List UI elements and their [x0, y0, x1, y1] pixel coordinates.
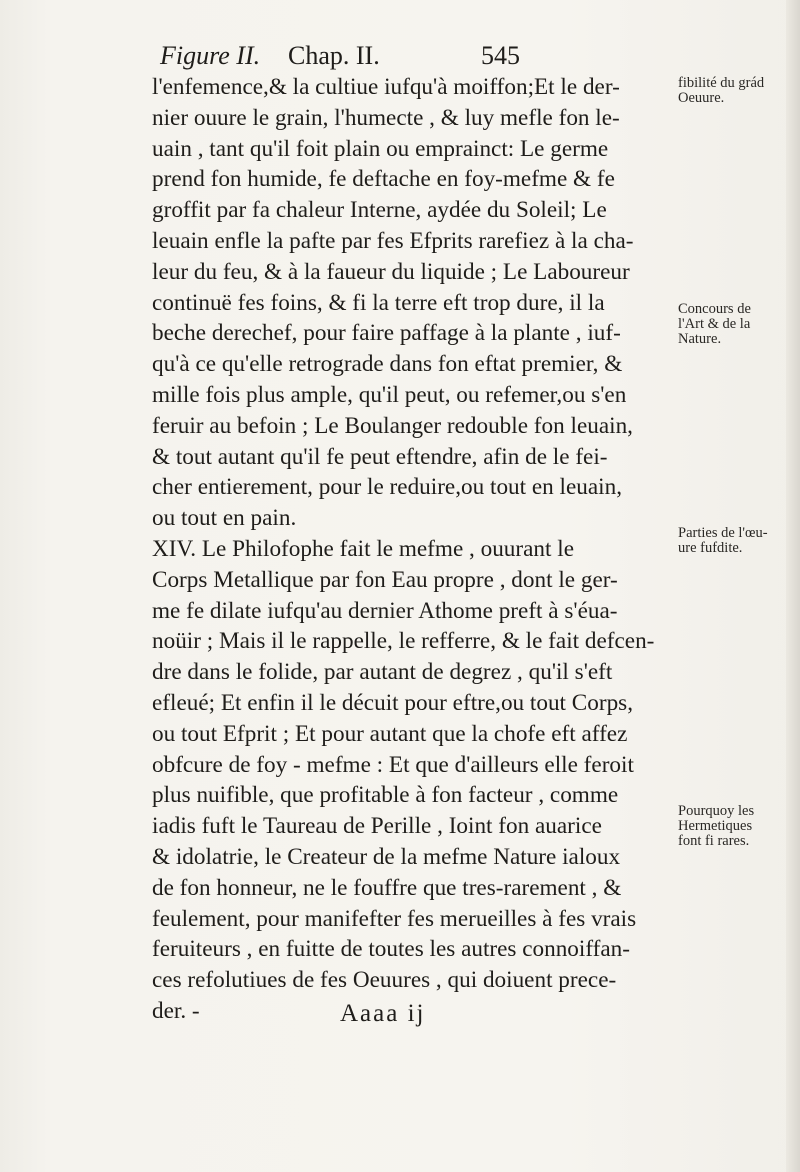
margin-note	[678, 804, 786, 849]
text-line: feruir au befoin ; Le Boulanger redouble fon leuain,	[152, 412, 633, 439]
text-line: cher entierement, pour le reduire,ou tout en leuain,	[152, 474, 622, 501]
margin-note-line: Pourquoy les	[678, 803, 755, 819]
signature-mark: Aaaa ij	[340, 1000, 426, 1027]
text-line: de fon honneur, ne le fouffre que tres-rarement , &	[152, 874, 622, 901]
text-line: qu'à ce qu'elle retrograde dans fon eftat premier, &	[152, 351, 623, 378]
page-edge	[786, 0, 800, 1172]
page-number: 545	[481, 41, 520, 70]
text-line: iadis fuft le Taureau de Perille , Ioint fon auarice	[152, 813, 602, 840]
text-line: ou tout en pain.	[152, 505, 297, 532]
margin-note	[678, 526, 786, 556]
margin-note-line: Parties de l'œu-	[678, 525, 768, 541]
margin-note-line: fibilité du grád	[678, 75, 765, 91]
text-line: & idolatrie, le Createur de la mefme Nature ialoux	[152, 843, 621, 870]
margin-note	[678, 302, 786, 347]
text-line: ces refolutiues de fes Oeuures , qui doiuent prece-	[152, 967, 617, 994]
text-line: me fe dilate iufqu'au dernier Athome preft à s'éua-	[152, 597, 618, 624]
text-line: obfcure de foy - mefme : Et que d'ailleurs elle feroit	[152, 751, 634, 778]
text-line: noüir ; Mais il le rappelle, le refferre, & le fait defcen-	[152, 628, 655, 655]
text-line: plus nuifible, que profitable à fon facteur , comme	[152, 782, 619, 809]
margin-note-line: font fi rares.	[678, 833, 750, 849]
text-line: dre dans le folide, par autant de degrez , qu'il s'eft	[152, 659, 613, 686]
text-line: uain , tant qu'il foit plain ou emprainct: Le germe	[152, 135, 609, 162]
text-line: & tout autant qu'il fe peut eftendre, afin de le fei-	[152, 443, 608, 470]
header-chapter: Chap. II.	[288, 41, 380, 70]
margin-note-line: Hermetiques	[678, 818, 753, 834]
text-line: l'enfemence,& la cultiue iufqu'à moiffon;Et le der-	[152, 74, 620, 100]
text-line: continuë fes foins, & fi la terre eft trop dure, il la	[152, 289, 605, 316]
text-line: beche derechef, pour faire paffage à la plante , iuf-	[152, 320, 621, 347]
margin-note-line: Nature.	[678, 331, 722, 347]
text-line: Corps Metallique par fon Eau propre , dont le ger-	[152, 566, 618, 593]
body-text	[152, 72, 672, 1027]
margin-note-line: Concours de	[678, 301, 751, 317]
text-line: efleué; Et enfin il le décuit pour eftre,ou tout Corps,	[152, 689, 633, 716]
text-line: nier ouure le grain, l'humecte , & luy mefle fon le-	[152, 104, 620, 131]
margin-note-line: l'Art & de la	[678, 316, 751, 332]
text-line: leur du feu, & à la faueur du liquide ; Le Laboureur	[152, 258, 630, 285]
text-line: feulement, pour manifefter fes merueilles à fes vrais	[152, 905, 637, 932]
header-figure: Figure II.	[160, 41, 261, 70]
margin-note-line: ure fufdite.	[678, 540, 743, 556]
text-line: XIV. Le Philofophe fait le mefme , ouurant le	[152, 535, 574, 562]
text-line: ou tout Efprit ; Et pour autant que la chofe eft affez	[152, 720, 628, 747]
text-line: prend fon humide, fe deftache en foy-mefme & fe	[152, 166, 615, 193]
text-line: feruiteurs , en fuitte de toutes les autres connoiffan-	[152, 936, 630, 963]
margin-note-line: Oeuure.	[678, 90, 725, 106]
text-line: der. -	[152, 997, 200, 1024]
running-header	[160, 40, 520, 72]
text-line: mille fois plus ample, qu'il peut, ou refemer,ou s'en	[152, 381, 627, 408]
margin-note	[678, 76, 786, 106]
text-line: groffit par fa chaleur Interne, aydée du Soleil; Le	[152, 197, 607, 224]
text-line: leuain enfle la pafte par fes Efprits rarefiez à la cha-	[152, 227, 634, 254]
